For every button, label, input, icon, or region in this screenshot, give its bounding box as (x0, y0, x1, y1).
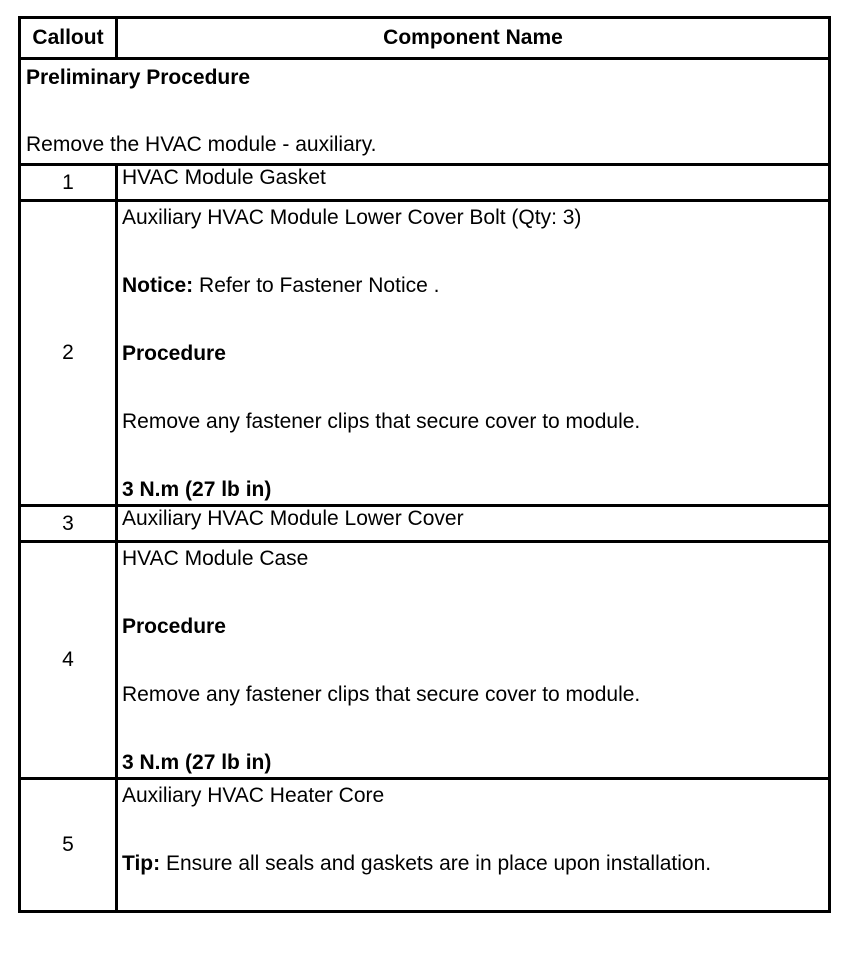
preliminary-text: Remove the HVAC module - auxiliary. (26, 133, 377, 156)
component-name: HVAC Module Case (122, 547, 309, 570)
notice-label: Notice: (122, 274, 194, 297)
procedure-text: Remove any fastener clips that secure cover to module. (122, 410, 641, 433)
preliminary-row (20, 59, 830, 165)
procedure-label: Procedure (122, 615, 226, 638)
table-row (20, 506, 830, 542)
notice-line (122, 274, 824, 298)
tip-line (122, 852, 824, 876)
callout-header: Callout (20, 18, 117, 59)
notice-text: Refer to Fastener Notice . (193, 274, 440, 297)
table-row (20, 542, 830, 779)
component-name: Auxiliary HVAC Module Lower Cover Bolt (Qty: 3) (122, 206, 582, 229)
torque-spec: 3 N.m (27 lb in) (122, 478, 272, 501)
callout-number: 3 (20, 506, 117, 542)
table-header-row (20, 18, 830, 59)
component-name: HVAC Module Gasket (117, 165, 830, 201)
preliminary-title: Preliminary Procedure (26, 66, 251, 89)
component-detail-cell (117, 779, 830, 912)
component-name: Auxiliary HVAC Module Lower Cover (117, 506, 830, 542)
component-name: Auxiliary HVAC Heater Core (122, 784, 385, 807)
preliminary-cell (20, 59, 830, 165)
callout-number: 1 (20, 165, 117, 201)
callout-number: 5 (20, 779, 117, 912)
component-detail-cell (117, 542, 830, 779)
procedure-text: Remove any fastener clips that secure cover to module. (122, 683, 641, 706)
tip-text: Ensure all seals and gaskets are in place upon installation. (160, 852, 712, 875)
torque-spec: 3 N.m (27 lb in) (122, 751, 272, 774)
component-name-header: Component Name (117, 18, 830, 59)
component-detail-cell (117, 201, 830, 506)
callout-number: 2 (20, 201, 117, 506)
table-row (20, 165, 830, 201)
tip-label: Tip: (122, 852, 161, 875)
component-table (18, 16, 831, 913)
procedure-label: Procedure (122, 342, 226, 365)
table-row (20, 779, 830, 912)
table-row (20, 201, 830, 506)
callout-number: 4 (20, 542, 117, 779)
